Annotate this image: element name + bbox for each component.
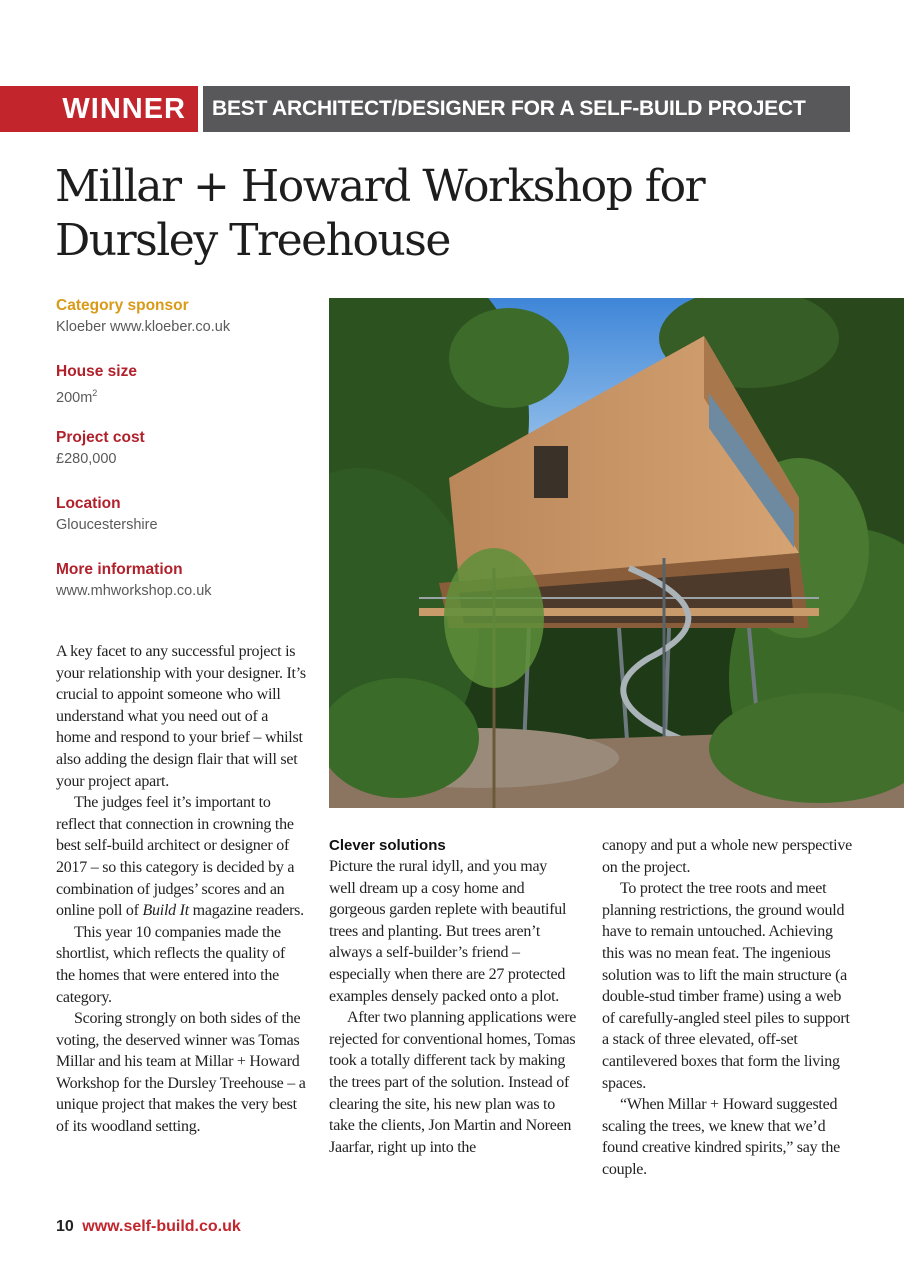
- paragraph-text: magazine readers.: [188, 902, 304, 920]
- size-superscript: 2: [92, 388, 98, 398]
- fact-box: [56, 296, 316, 626]
- title-line-1: Millar + Howard Workshop for: [55, 161, 705, 212]
- fact-more-info: [56, 560, 316, 626]
- body-paragraph: After two planning applications were rejected for conventional homes, Tomas took a totally different tack by making the trees part of the solution. Instead of clearing the site, his new plan was to take the clients, Jon Martin and Noreen Jaarfar, right up into the: [329, 1009, 577, 1156]
- body-paragraph: This year 10 companies made the shortlist, which reflects the quality of the homes that were entered into the category.: [56, 923, 286, 1006]
- fact-label: More information: [56, 561, 183, 578]
- fact-value: Kloeber www.kloeber.co.uk: [56, 319, 231, 335]
- fact-value: Gloucestershire: [56, 517, 158, 533]
- page-number: 10: [56, 1218, 74, 1235]
- fact-label: Location: [56, 495, 121, 512]
- size-value: 200m: [56, 389, 93, 406]
- magazine-name: Build It: [142, 902, 189, 920]
- winner-label: WINNER: [0, 86, 198, 132]
- fact-label: House size: [56, 363, 137, 380]
- fact-location: [56, 494, 316, 560]
- section-subhead: Clever solutions: [329, 837, 446, 854]
- body-paragraph: [56, 792, 306, 922]
- award-category: BEST ARCHITECT/DESIGNER FOR A SELF-BUILD PROJECT: [203, 86, 850, 132]
- body-paragraph: canopy and put a whole new perspective on the project.: [602, 837, 852, 876]
- fact-label: Category sponsor: [56, 297, 189, 314]
- award-banner: [0, 86, 850, 132]
- fact-project-cost: [56, 428, 316, 494]
- fact-value: www.mhworkshop.co.uk: [56, 583, 212, 599]
- article-title: [55, 160, 815, 268]
- body-paragraph: A key facet to any successful project is your relationship with your designer. It’s crucial to appoint someone who will understand what you need out of a home and respond to your brief – whilst also adding the design flair that will set your project apart.: [56, 643, 306, 790]
- paragraph-text: The judges feel it’s important to reflect that connection in crowning the best self-build architect or designer of 2017 – so this category is decided by a combination of judges’ scores and an online poll of: [56, 794, 295, 920]
- fact-value: £280,000: [56, 451, 117, 467]
- article-column-3: [602, 835, 852, 1181]
- body-paragraph: To protect the tree roots and meet planning restrictions, the ground would have to remain untouched. Achieving this was no mean feat. The ingenious solution was to lift the main structure (a double-stud timber frame) using a web of carefully-angled steel piles to support a stack of three elevated, off-set cantilevered boxes that form the living spaces.: [602, 880, 850, 1092]
- fact-sponsor: [56, 296, 316, 362]
- treehouse-photo: [329, 298, 904, 808]
- fact-house-size: [56, 362, 316, 428]
- title-line-2: Dursley Treehouse: [55, 215, 450, 266]
- fact-value: [56, 382, 316, 409]
- body-paragraph: Scoring strongly on both sides of the voting, the deserved winner was Tomas Millar and his team at Millar + Howard Workshop for the Dursley Treehouse – a unique project that makes the very best of its woodland setting.: [56, 1010, 306, 1136]
- body-paragraph: “When Millar + Howard suggested scaling the trees, we knew that we’d found creative kindred spirits,” say the couple.: [602, 1096, 840, 1178]
- article-column-1: [56, 641, 306, 1138]
- body-paragraph: Picture the rural idyll, and you may well dream up a cosy home and gorgeous garden replete with beautiful trees and planting. But trees aren’t always a self-builder’s friend – especially when there are 27 protected examples densely packed onto a plot.: [329, 858, 567, 1005]
- page-footer: [56, 1218, 241, 1236]
- fact-label: Project cost: [56, 429, 145, 446]
- article-column-2: [329, 835, 577, 1158]
- footer-website-link[interactable]: www.self-build.co.uk: [82, 1218, 241, 1235]
